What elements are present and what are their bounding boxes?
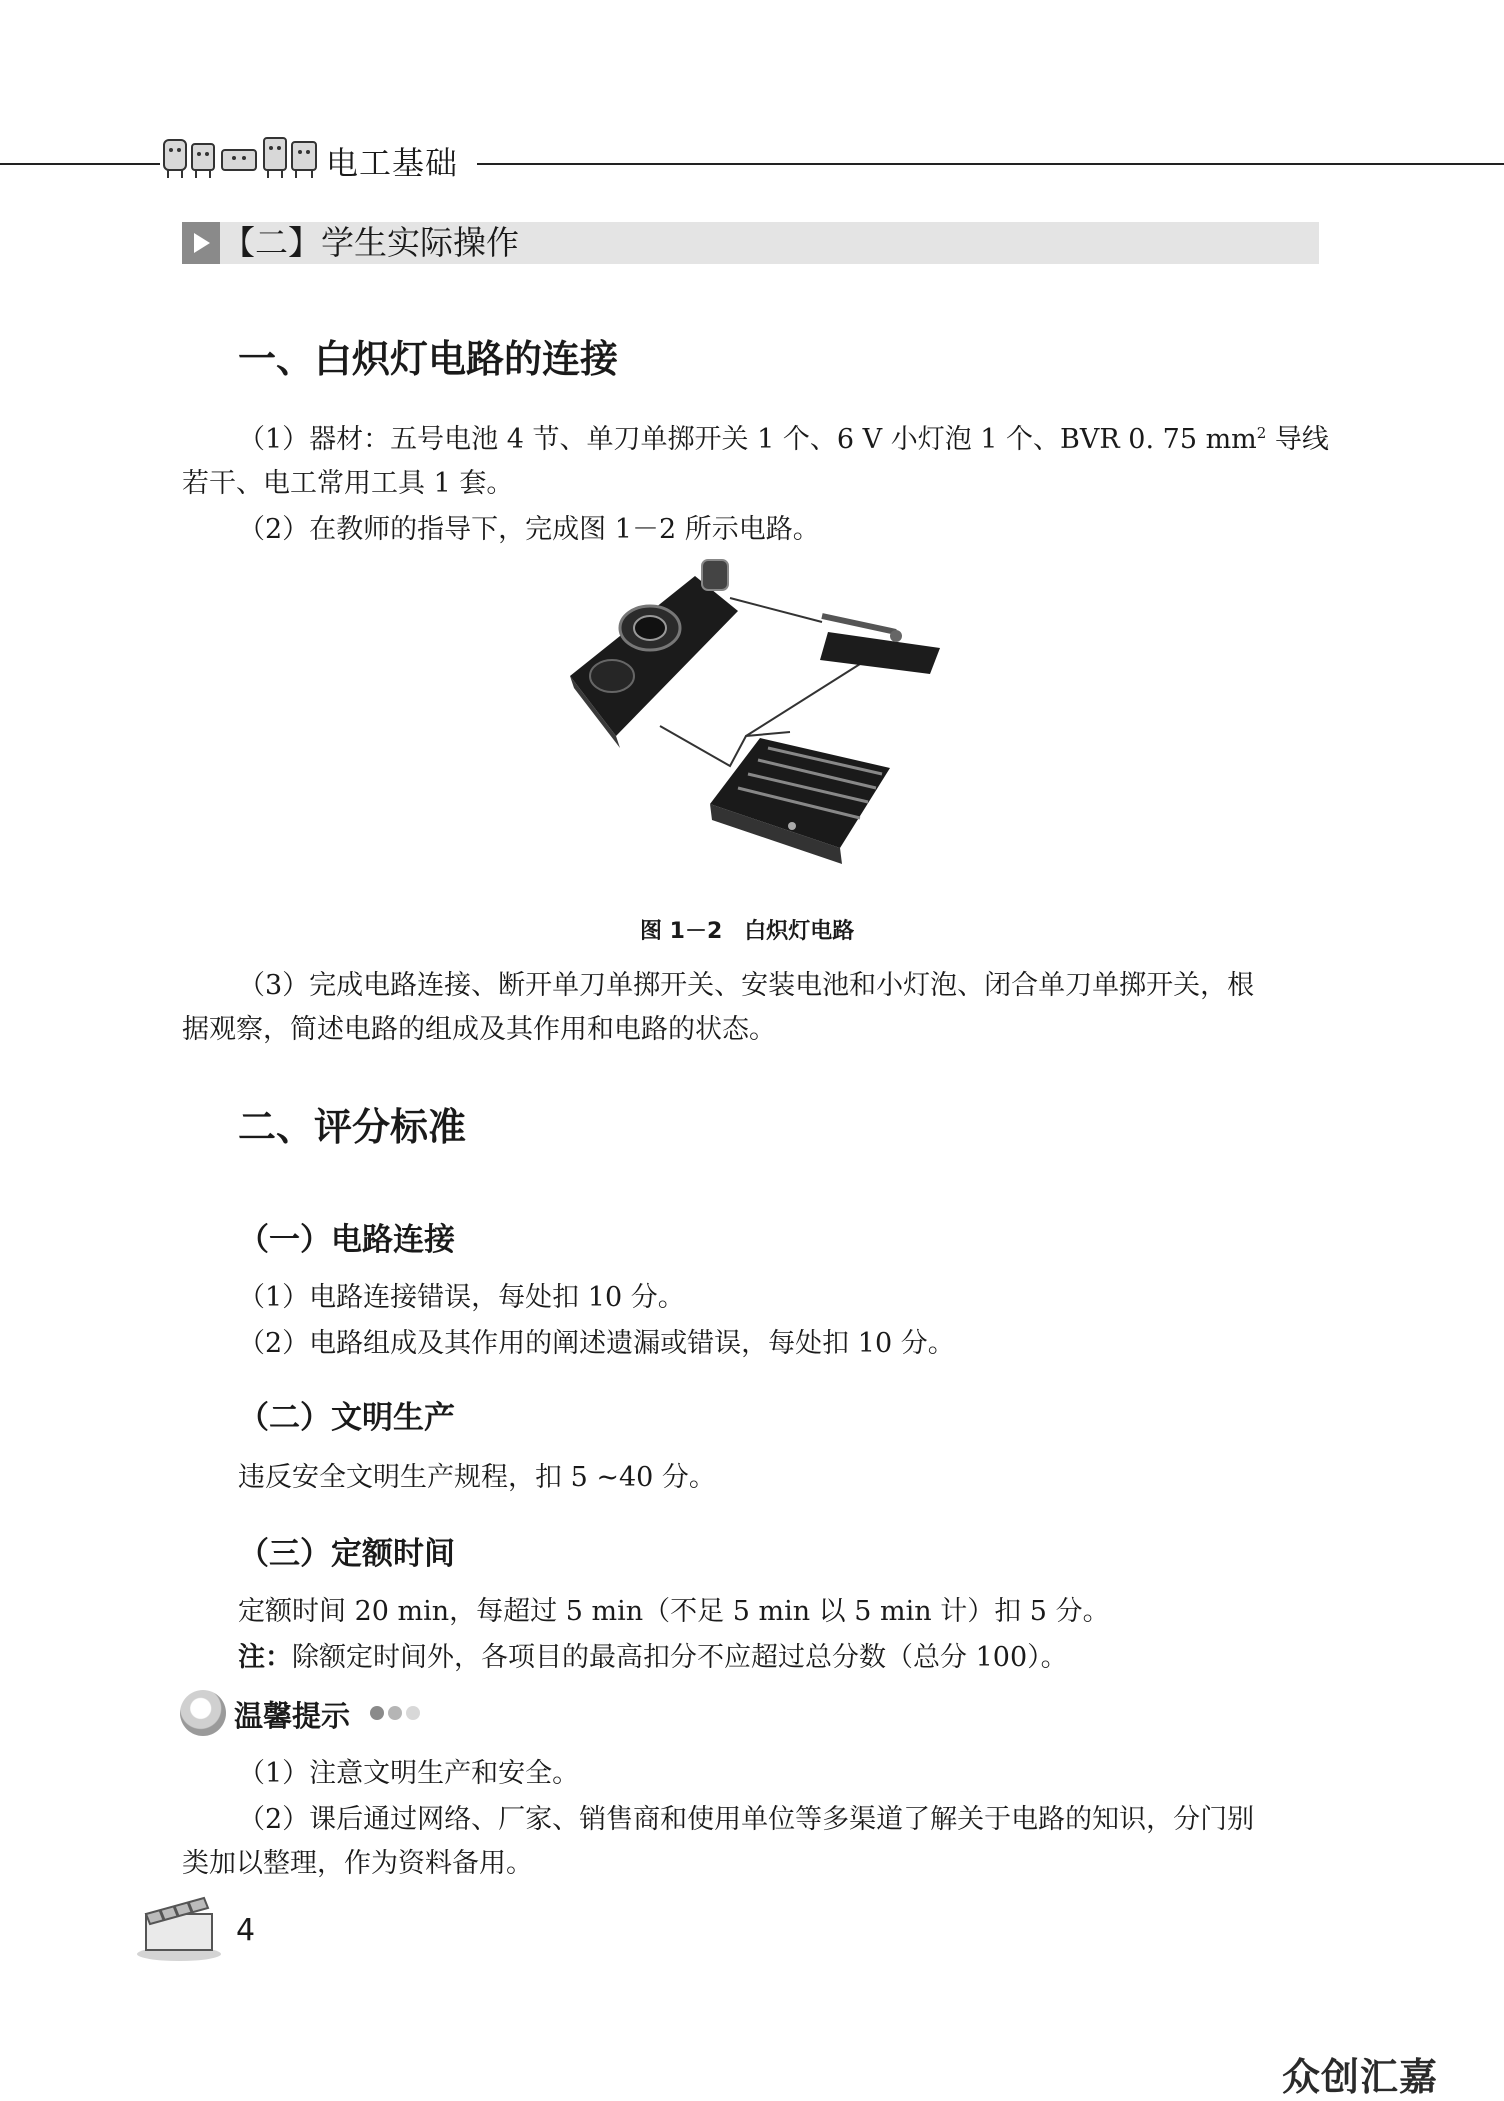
clapperboard-icon xyxy=(134,1890,224,1962)
part1-heading: 一、白炽灯电路的连接 xyxy=(238,337,619,381)
sub3-title: （三）定额时间 xyxy=(238,1536,455,1572)
header-mascots-icon xyxy=(160,132,320,180)
item1-text-b: 导线 xyxy=(1266,424,1329,455)
header-rule-right xyxy=(477,163,1504,165)
part1-item3-line2: 据观察，简述电路的组成及其作用和电路的状态。 xyxy=(182,1014,776,1045)
watermark: 众创汇嘉 xyxy=(1282,2055,1439,2099)
sub1-line2: （2）电路组成及其作用的阐述遗漏或错误，每处扣 10 分。 xyxy=(238,1328,955,1359)
tip-line3: 类加以整理，作为资料备用。 xyxy=(182,1848,533,1879)
item1-superscript: 2 xyxy=(1256,424,1267,442)
note-label: 注： xyxy=(238,1642,292,1673)
sub1-line1: （1）电路连接错误，每处扣 10 分。 xyxy=(238,1282,685,1313)
tip-label: 温馨提示 xyxy=(234,1699,351,1733)
part2-heading: 二、评分标准 xyxy=(238,1105,467,1149)
tip-line1: （1）注意文明生产和安全。 xyxy=(238,1758,580,1789)
part1-item3-line1: （3）完成电路连接、断开单刀单掷开关、安装电池和小灯泡、闭合单刀单掷开关，根 xyxy=(238,970,1255,1001)
tip-line2: （2）课后通过网络、厂家、销售商和使用单位等多渠道了解关于电路的知识，分门别 xyxy=(238,1804,1255,1835)
part1-item1-line2: 若干、电工常用工具 1 套。 xyxy=(182,468,514,499)
page-number: 4 xyxy=(236,1913,256,1948)
sub3-line1: 定额时间 20 min，每超过 5 min（不足 5 min 以 5 min 计）扣 5 分。 xyxy=(238,1596,1110,1627)
header-title: 电工基础 xyxy=(326,144,459,182)
circuit-photo xyxy=(560,556,944,886)
section-label: 【二】学生实际操作 xyxy=(222,223,519,262)
tip-icon xyxy=(180,1690,226,1736)
section-arrow-icon xyxy=(182,222,220,264)
part1-item2: （2）在教师的指导下，完成图 1－2 所示电路。 xyxy=(238,514,820,545)
tip-dots-icon xyxy=(370,1706,424,1720)
figure-caption: 图 1－2 白炽灯电路 xyxy=(640,919,855,944)
sub2-title: （二）文明生产 xyxy=(238,1400,455,1436)
sub2-line1: 违反安全文明生产规程，扣 5 ~40 分。 xyxy=(238,1462,716,1493)
part1-item1-line1 xyxy=(238,418,1329,462)
note-text: 除额定时间外，各项目的最高扣分不应超过总分数（总分 100）。 xyxy=(292,1642,1068,1673)
item1-text-a: （1）器材：五号电池 4 节、单刀单掷开关 1 个、6 V 小灯泡 1 个、BVR 0. 75 mm xyxy=(238,424,1257,455)
sub1-title: （一）电路连接 xyxy=(238,1222,455,1258)
header-rule-left xyxy=(0,163,160,165)
sub3-note xyxy=(238,1636,1068,1680)
